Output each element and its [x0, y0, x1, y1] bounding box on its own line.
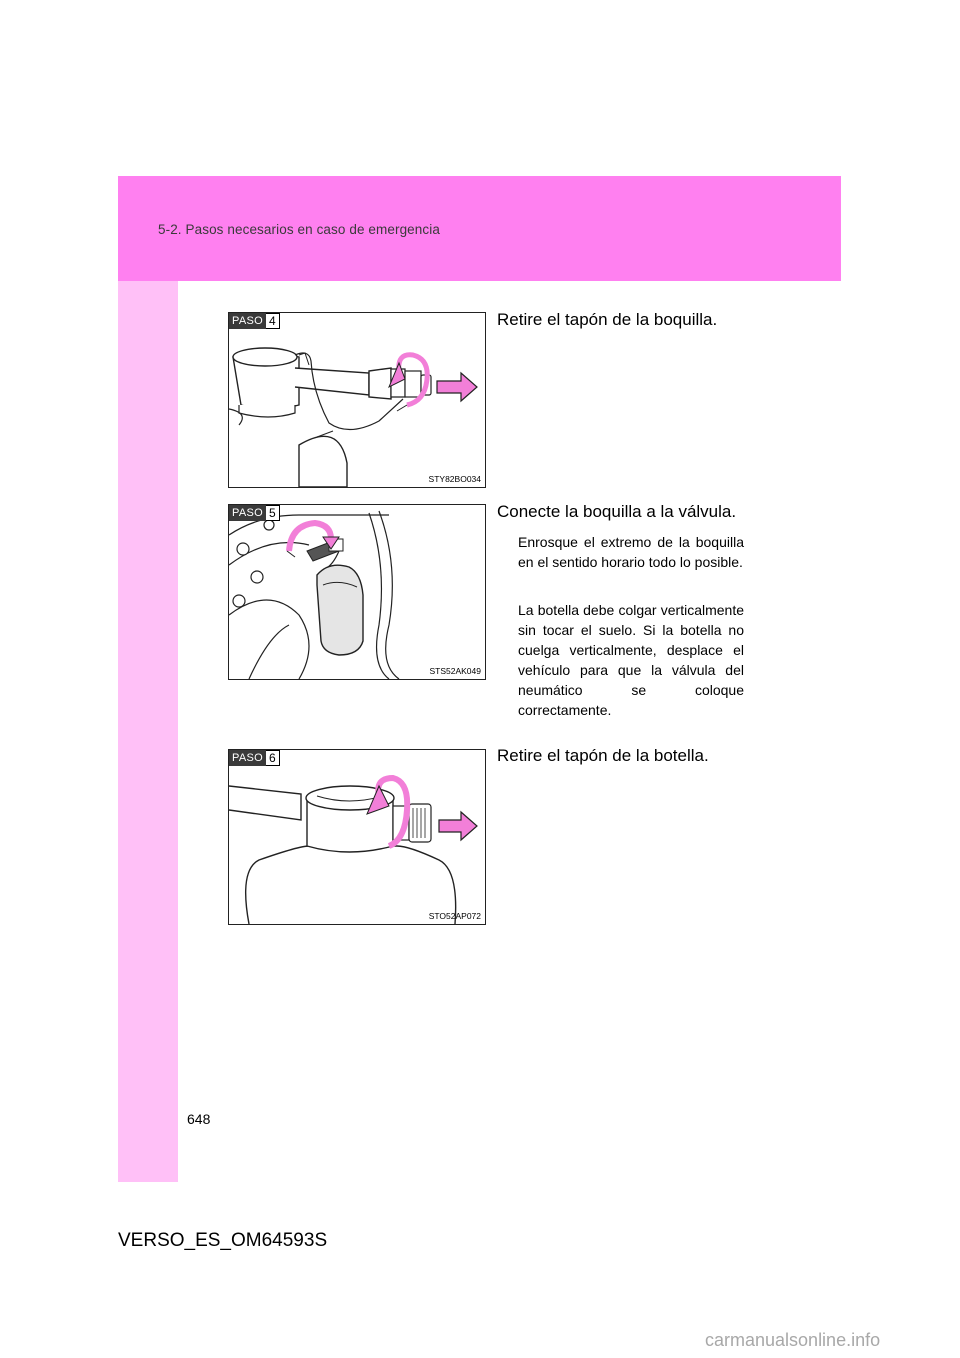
site-watermark[interactable]: carmanualsonline.info [705, 1330, 881, 1350]
nozzle-valve-illustration [229, 505, 485, 679]
page-number: 648 [187, 1111, 211, 1127]
figure-step-6 [228, 749, 486, 925]
figure-step-5 [228, 504, 486, 680]
step-heading: Conecte la boquilla a la válvula. [497, 502, 737, 521]
figure-code: STO52AP072 [428, 911, 481, 921]
step-badge-number: 6 [266, 750, 280, 766]
side-band [118, 281, 178, 1182]
figure-step-4 [228, 312, 486, 488]
step-badge-label: PASO [229, 313, 266, 329]
document-code: VERSO_ES_OM64593S [118, 1230, 328, 1251]
section-title: 5-2. Pasos necesarios en caso de emergencia [158, 222, 440, 237]
figure-code: STS52AK049 [429, 666, 481, 676]
step-badge [229, 505, 280, 521]
step-badge [229, 313, 280, 329]
step-badge-number: 4 [266, 313, 280, 329]
step-heading: Retire el tapón de la botella. [497, 746, 709, 765]
step-paragraph: La botella debe colgar verticalmente sin tocar el suelo. Si la botella no cuelga verticalmente, desplace el vehículo para que la válvula del neumático se coloque correctamente. [518, 602, 744, 718]
step-badge-number: 5 [266, 505, 280, 521]
figure-code: STY82BO034 [428, 474, 481, 484]
nozzle-cap-illustration [229, 313, 485, 487]
step-heading: Retire el tapón de la boquilla. [497, 310, 718, 329]
bottle-cap-illustration [229, 750, 485, 924]
step-paragraph: Enrosque el extremo de la boquilla en el sentido horario todo lo posible. [518, 534, 744, 570]
step-badge-label: PASO [229, 750, 266, 766]
step-badge-label: PASO [229, 505, 266, 521]
step-badge [229, 750, 280, 766]
